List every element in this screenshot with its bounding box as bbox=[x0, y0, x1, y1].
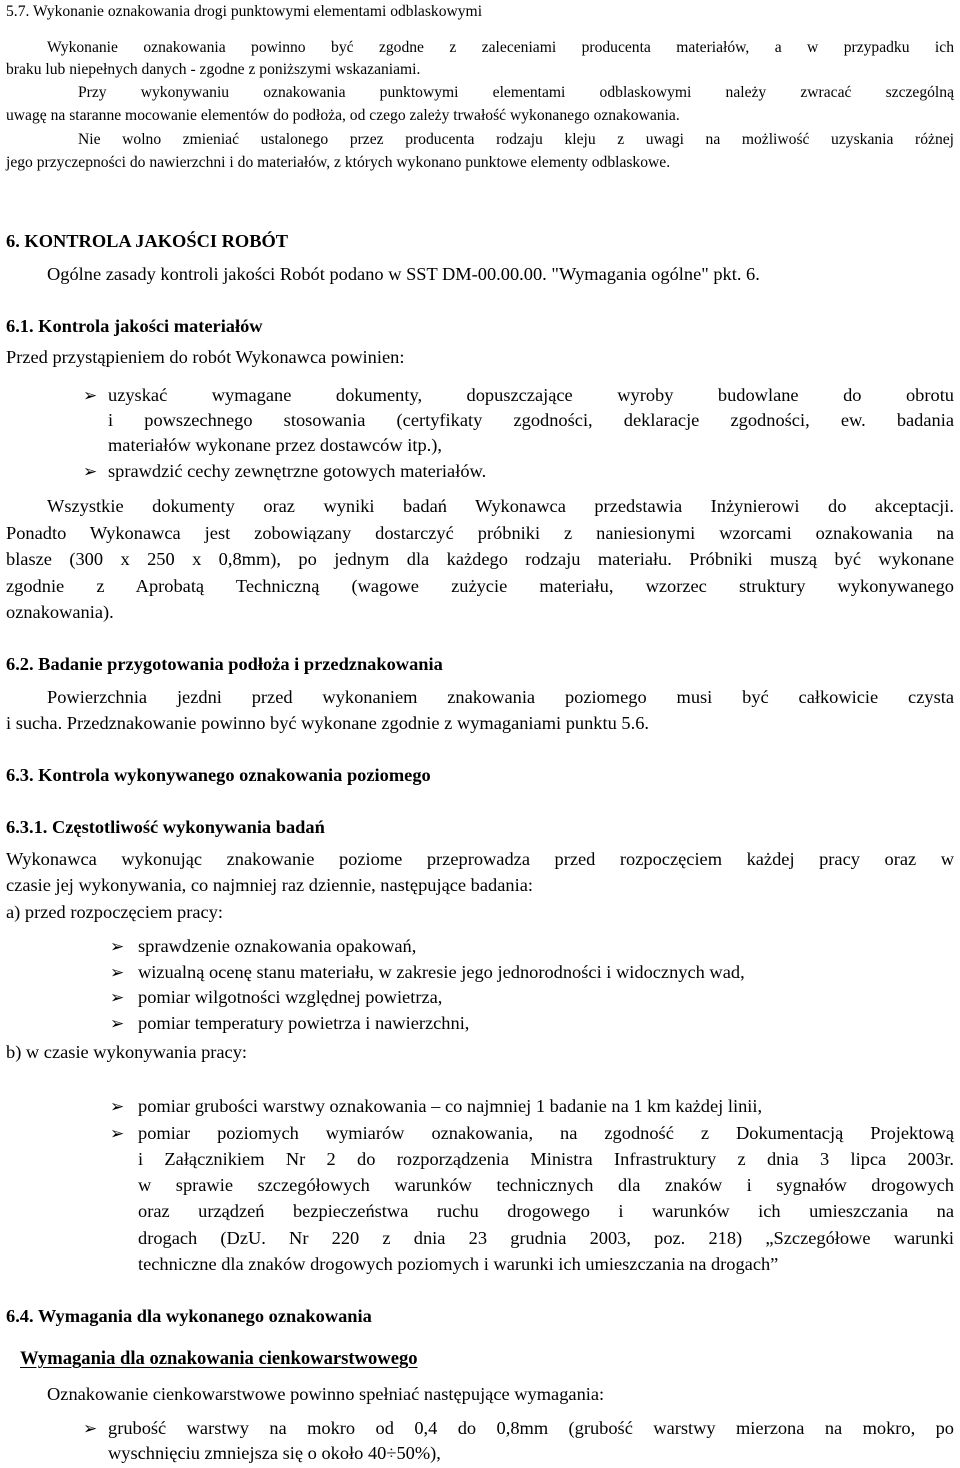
paragraph-line: blasze (300 x 250 x 0,8mm), po jednym dla każdego rodzaju materiału. Próbniki muszą być wykonane bbox=[6, 549, 954, 569]
list-item: sprawdzenie oznakowania opakowań, bbox=[138, 936, 417, 956]
list-item-continuation: techniczne dla znaków drogowych poziomych i warunki ich umieszczania na drogach” bbox=[138, 1254, 779, 1274]
paragraph-line: oznakowania). bbox=[6, 602, 114, 622]
paragraph-line: Nie wolno zmieniać ustalonego przez producenta rodzaju kleju z uwagi na możliwość uzyskania różnej bbox=[78, 131, 954, 148]
paragraph-line: Powierzchnia jezdni przed wykonaniem znakowania poziomego musi być całkowicie czysta bbox=[47, 687, 954, 707]
list-item-continuation: wyschnięciu zmniejsza się o około 40÷50%), bbox=[108, 1443, 441, 1463]
list-item-continuation: oraz urządzeń bezpieczeństwa ruchu drogowego i warunków ich umieszczania na bbox=[138, 1201, 954, 1221]
paragraph-line: Wykonawca wykonując znakowanie poziome przeprowadza przed rozpoczęciem każdej pracy oraz w bbox=[6, 849, 954, 869]
section-heading-6-3-1: 6.3.1. Częstotliwość wykonywania badań bbox=[6, 817, 325, 837]
arrow-bullet-icon: ➢ bbox=[83, 386, 98, 406]
paragraph-line: Ogólne zasady kontroli jakości Robót podano w SST DM-00.00.00. "Wymagania ogólne" pkt. 6. bbox=[47, 264, 760, 284]
paragraph-line: Wszystkie dokumenty oraz wyniki badań Wykonawca przedstawia Inżynierowi do akceptacji. bbox=[47, 496, 954, 516]
list-item: pomiar temperatury powietrza i nawierzchni, bbox=[138, 1013, 470, 1033]
arrow-bullet-icon: ➢ bbox=[83, 462, 98, 482]
list-item-continuation: materiałów wykonane przez dostawców itp.), bbox=[108, 435, 442, 455]
list-item: wizualną ocenę stanu materiału, w zakresie jego jednorodności i widocznych wad, bbox=[138, 962, 745, 982]
section-heading-5-7: 5.7. Wykonanie oznakowania drogi punktowymi elementami odblaskowymi bbox=[6, 3, 483, 20]
arrow-bullet-icon: ➢ bbox=[83, 1419, 98, 1439]
list-item-continuation: drogach (DzU. Nr 220 z dnia 23 grudnia 2003, poz. 218) „Szczegółowe warunki bbox=[138, 1228, 954, 1248]
arrow-bullet-icon: ➢ bbox=[110, 963, 125, 983]
section-heading-6-2: 6.2. Badanie przygotowania podłoża i przedznakowania bbox=[6, 654, 443, 674]
paragraph-line: Przed przystąpieniem do robót Wykonawca powinien: bbox=[6, 347, 405, 367]
list-item-continuation: i powszechnego stosowania (certyfikaty zgodności, deklaracje zgodności, ew. badania bbox=[108, 410, 954, 430]
paragraph-line: czasie jej wykonywania, co najmniej raz dziennie, następujące badania: bbox=[6, 875, 533, 895]
paragraph-line: Przy wykonywaniu oznakowania punktowymi elementami odblaskowymi należy zwracać szczególną bbox=[78, 84, 954, 101]
paragraph-line: i sucha. Przedznakowanie powinno być wykonane zgodnie z wymaganiami punktu 5.6. bbox=[6, 713, 649, 733]
paragraph-line: Wykonanie oznakowania powinno być zgodne z zaleceniami producenta materiałów, a w przypadku ich bbox=[47, 39, 954, 56]
paragraph-line: uwagę na staranne mocowanie elementów do podłoża, od czego zależy trwałość wykonanego oznakowania. bbox=[6, 107, 680, 124]
arrow-bullet-icon: ➢ bbox=[110, 937, 125, 957]
section-heading-6: 6. KONTROLA JAKOŚCI ROBÓT bbox=[6, 231, 289, 251]
section-heading-6-1: 6.1. Kontrola jakości materiałów bbox=[6, 316, 263, 336]
section-heading-6-3: 6.3. Kontrola wykonywanego oznakowania poziomego bbox=[6, 765, 431, 785]
section-heading-6-4: 6.4. Wymagania dla wykonanego oznakowania bbox=[6, 1306, 372, 1326]
subsection-heading: Wymagania dla oznakowania cienkowarstwowego bbox=[20, 1348, 418, 1369]
list-item-continuation: w sprawie szczegółowych warunków technicznych dla znaków i sygnałów drogowych bbox=[138, 1175, 954, 1195]
paragraph-line: jego przyczepności do nawierzchni i do materiałów, z których wykonano punktowe elementy odblaskowe. bbox=[6, 154, 671, 171]
paragraph-line: Ponadto Wykonawca jest zobowiązany dostarczyć próbniki z naniesionymi wzorcami oznakowania na bbox=[6, 523, 954, 543]
list-label-b: b) w czasie wykonywania pracy: bbox=[6, 1042, 248, 1062]
list-item: pomiar poziomych wymiarów oznakowania, na zgodność z Dokumentacją Projektową bbox=[138, 1123, 954, 1143]
paragraph-line: Oznakowanie cienkowarstwowe powinno spełniać następujące wymagania: bbox=[47, 1384, 605, 1404]
list-item: sprawdzić cechy zewnętrzne gotowych materiałów. bbox=[108, 461, 487, 481]
list-item: pomiar wilgotności względnej powietrza, bbox=[138, 987, 443, 1007]
list-item: pomiar grubości warstwy oznakowania – co najmniej 1 badanie na 1 km każdej linii, bbox=[138, 1096, 763, 1116]
list-label-a: a) przed rozpoczęciem pracy: bbox=[6, 902, 223, 922]
arrow-bullet-icon: ➢ bbox=[110, 1124, 125, 1144]
arrow-bullet-icon: ➢ bbox=[110, 1014, 125, 1034]
list-item: uzyskać wymagane dokumenty, dopuszczające wyroby budowlane do obrotu bbox=[108, 385, 954, 405]
arrow-bullet-icon: ➢ bbox=[110, 988, 125, 1008]
list-item-continuation: i Załącznikiem Nr 2 do rozporządzenia Ministra Infrastruktury z dnia 3 lipca 2003r. bbox=[138, 1149, 954, 1169]
arrow-bullet-icon: ➢ bbox=[110, 1097, 125, 1117]
list-item: grubość warstwy na mokro od 0,4 do 0,8mm (grubość warstwy mierzona na mokro, po bbox=[108, 1418, 954, 1438]
paragraph-line: zgodnie z Aprobatą Techniczną (wagowe zużycie materiału, wzorzec struktury wykonywanego bbox=[6, 576, 954, 596]
paragraph-line: braku lub niepełnych danych - zgodne z poniższymi wskazaniami. bbox=[6, 61, 421, 78]
